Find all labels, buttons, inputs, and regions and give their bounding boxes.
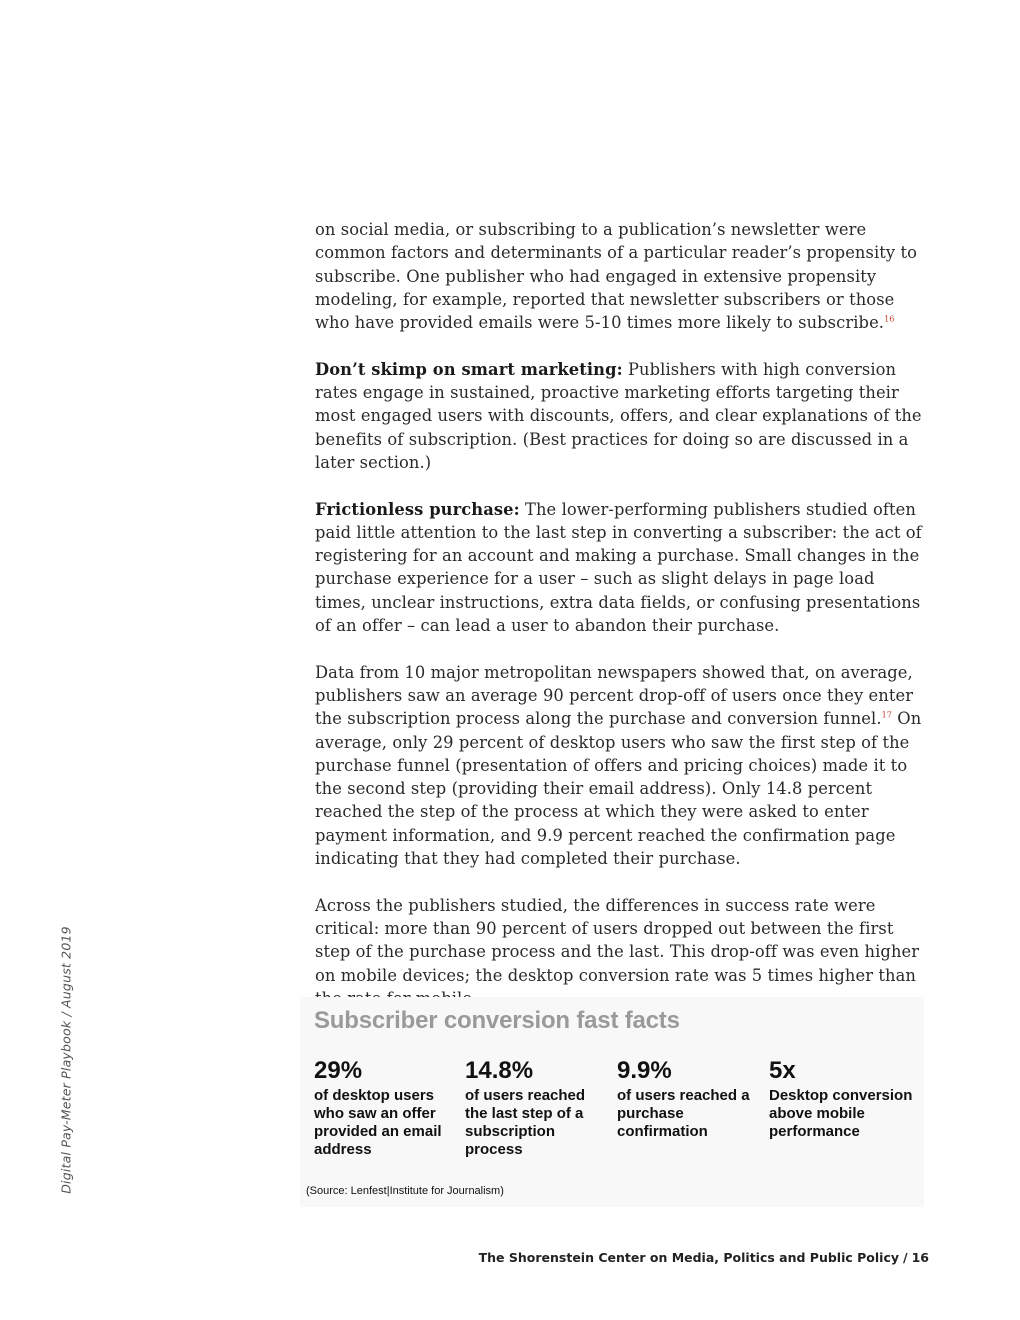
footnote-ref[interactable]: 17 bbox=[881, 710, 892, 720]
article-body bbox=[315, 218, 930, 1033]
paragraph-frictionless-purchase: Frictionless purchase: The lower-performing publishers studied often paid little attention to the last step in converting a subscriber: the act of registering for an account and making a purchase. Small changes in the purchase experience for a user – such as slight delays in page load times, unclear instructions, extra data fields, or confusing presentations of an offer – can lead a user to abandon their purchase. bbox=[315, 499, 922, 636]
publication-side-label: Digital Pay-Meter Playbook / August 2019 bbox=[58, 926, 74, 1194]
source-citation: (Source: Lenfest|Institute for Journalism) bbox=[306, 1185, 504, 1197]
paragraph-smart-marketing: Don’t skimp on smart marketing: Publishers with high conversion rates engage in sustained, proactive marketing efforts targeting their most engaged users with discounts, offers, and clear explanations of the benefits of subscription. (Best practices for doing so are discussed in a later section.) bbox=[315, 359, 922, 472]
paragraph-propensity: on social media, or subscribing to a publication’s newsletter were common factors and determinants of a particular reader’s propensity to subscribe. One publisher who had engaged in extensive propensity modeling, for example, reported that newsletter subscribers or those who have provided emails were 5-10 times more likely to subscribe.$^{16}$ bbox=[315, 220, 918, 333]
fact-description: of users reached the last step of a subscription process bbox=[465, 1087, 586, 1158]
fact-description: of users reached a purchase confirmation bbox=[617, 1087, 750, 1140]
fact-value: 5x bbox=[769, 1057, 796, 1084]
fact-value: 29% bbox=[314, 1057, 363, 1084]
fact-value: 9.9% bbox=[617, 1057, 672, 1084]
footnote-ref[interactable]: 16 bbox=[884, 314, 895, 324]
fast-facts-title: Subscriber conversion fast facts bbox=[314, 1007, 680, 1034]
page-footer bbox=[479, 1250, 929, 1265]
fact-item bbox=[465, 1057, 610, 1159]
fast-facts-box bbox=[300, 997, 924, 1207]
footer-separator: / bbox=[903, 1250, 908, 1265]
fact-description: Desktop conversion above mobile performance bbox=[769, 1087, 913, 1140]
paragraph-success-rate: Across the publishers studied, the differences in success rate were critical: more than 90 percent of users dropped out between the first step of the purchase process and the last. This drop-off was even higher on mobile devices; the desktop conversion rate was 5 times higher than bbox=[315, 895, 920, 985]
fact-description: of desktop users who saw an offer provided an email address bbox=[314, 1087, 442, 1158]
footer-organization: The Shorenstein Center on Media, Politics and Public Policy bbox=[478, 1250, 900, 1265]
fact-value: 14.8% bbox=[465, 1057, 534, 1084]
fact-item bbox=[617, 1057, 762, 1141]
fact-item bbox=[314, 1057, 459, 1159]
paragraph-lead: Don’t skimp on smart marketing: bbox=[315, 359, 623, 379]
paragraph-funnel-data: Data from 10 major metropolitan newspapers showed that, on average, publishers saw an average 90 percent drop-off of users once they enter the subscription process along the purchase and conversion funnel.$^{17}$ On average, only 29 percent of desktop users who saw the first step of the purchase funnel (presentation of offers and pricing choices) made it to the second step (providing their email address). Only 14.8 percent reached the step of the process at which they were asked to enter payment information, and 9.9 percent reached the confirmation page indicating that they had completed their purchase. bbox=[315, 662, 922, 869]
paragraph-lead: Frictionless purchase: bbox=[315, 499, 520, 519]
page-number: 16 bbox=[911, 1250, 929, 1265]
fact-item bbox=[769, 1057, 914, 1141]
